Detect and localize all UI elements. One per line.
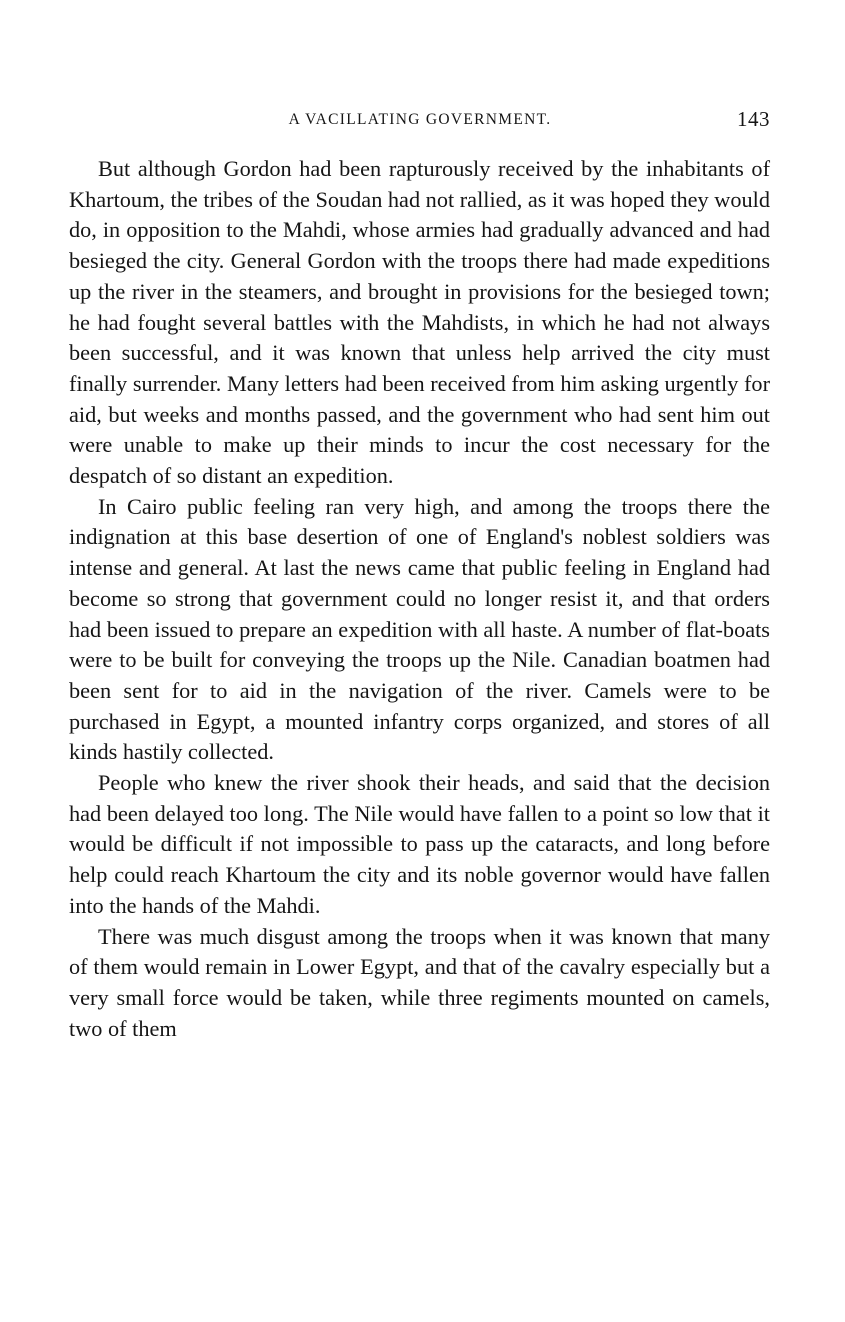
body-text — [69, 154, 770, 1044]
paragraph: But although Gordon had been rapturously received by the inhabitants of Khartoum, the tribes of the Soudan had not rallied, as it was hoped they would do, in opposition to the Mahdi, whose armies had gradually advanced and had besieged the city. General Gordon with the troops there had made expeditions up the river in the steamers, and brought in provisions for the besieged town; he had fought several battles with the Mahdists, in which he had not always been successful, and it was known that unless help arrived the city must finally surrender. Many letters had been received from him asking urgently for aid, but weeks and months passed, and the government who had sent him out were unable to make up their minds to incur the cost necessary for the despatch of so distant an expedition. — [69, 156, 770, 489]
page-number: 143 — [737, 107, 770, 131]
running-head — [70, 107, 770, 137]
paragraph: In Cairo public feeling ran very high, and among the troops there the indignation at this base desertion of one of England's noblest soldiers was intense and general. At last the news came that public feeling in England had become so strong that government could no longer resist it, and that orders had been issued to prepare an expedition with all haste. A number of flat-boats were to be built for conveying the troops up the Nile. Canadian boatmen had been sent for to aid in the navigation of the river. Camels were to be purchased in Egypt, a mounted infantry corps organized, and stores of all kinds hastily collected. — [69, 493, 770, 765]
paragraph: People who knew the river shook their heads, and said that the decision had been delayed too long. The Nile would have fallen to a point so low that it would be difficult if not impossible to pass up the cataracts, and long before help could reach Khartoum the city and its noble governor would have fallen into the hands of the Mahdi. — [69, 770, 770, 918]
paragraph: There was much disgust among the troops when it was known that many of them would remain in Lower Egypt, and that of the cavalry especially but a very small force would be taken, while three regiments mounted on camels, two of them — [69, 923, 770, 1041]
running-title: A VACILLATING GOVERNMENT. — [288, 111, 552, 128]
